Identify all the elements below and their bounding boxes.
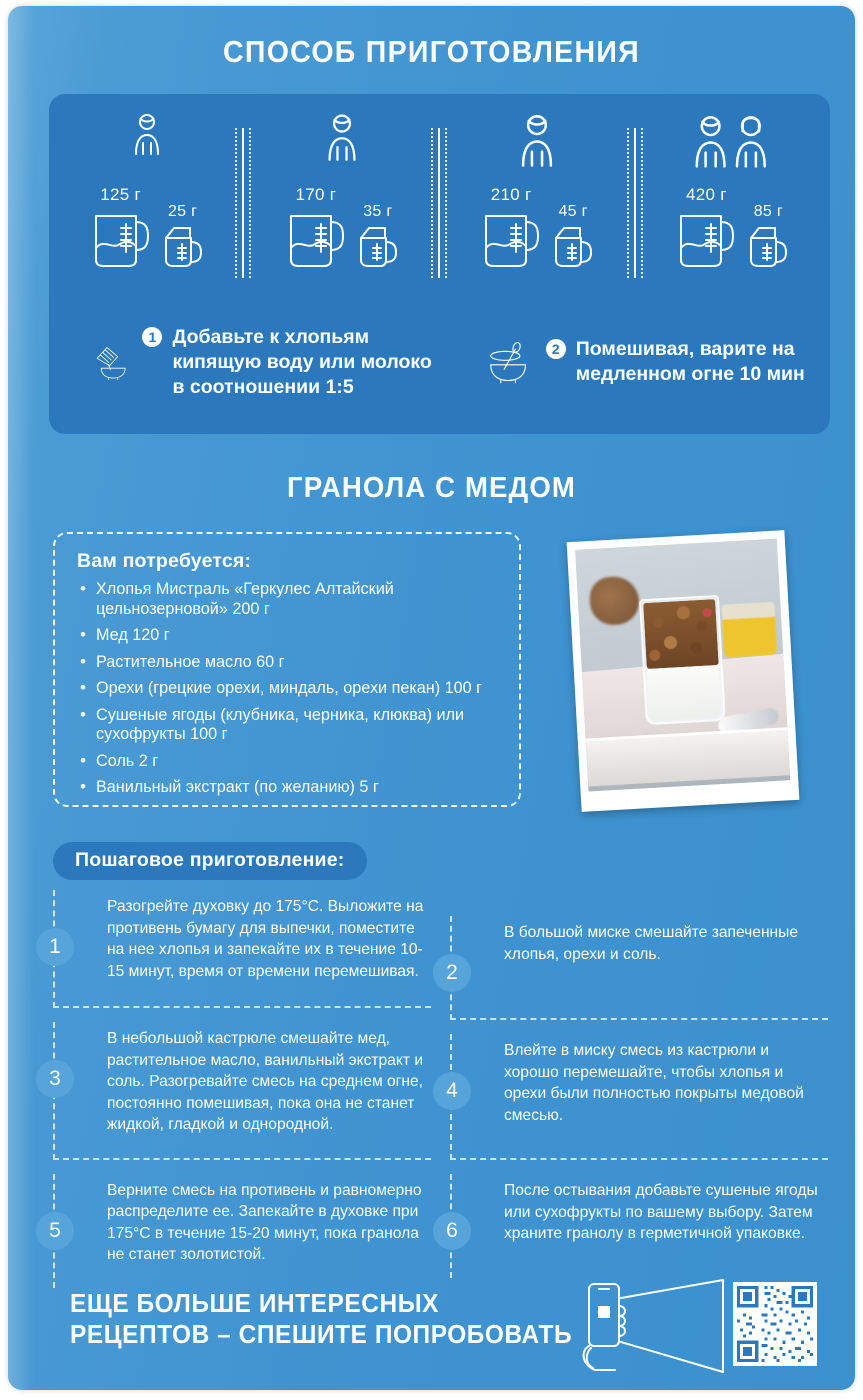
flakes-measure-2: 35 г: [355, 203, 401, 275]
page-title: СПОСОБ ПРИГОТОВЛЕНИЯ: [223, 34, 640, 69]
bowl-spoon-icon: [484, 319, 532, 405]
list-item: • Соль 2 г: [77, 752, 499, 772]
step-item: [446, 916, 828, 1020]
cooking-step-2-text: 2 Помешивая, варите на медленном огне 10 мин: [546, 337, 830, 387]
person-single-icon: [322, 110, 362, 167]
list-item: • Растительное масло 60 г: [77, 653, 499, 673]
step-text: Верните смесь на противень и равномерно распределите ее. Запекайте в духовке при 175°C в течение 15-20 минут, пока гранола не станет золотистой.: [107, 1181, 422, 1263]
portion-3: [440, 94, 635, 289]
step-number-badge: 1: [142, 327, 162, 347]
step-number: 6: [433, 1212, 471, 1250]
steps-column-left: [49, 890, 431, 1302]
portion-separator-3: [627, 128, 645, 278]
portions-panel: [49, 94, 830, 434]
step-text: После остывания добавьте сушеные ягоды или сухофрукты по вашему выбору. Затем храните гранолу в герметичной упаковке.: [504, 1182, 818, 1242]
measuring-jug-icon: [478, 206, 544, 270]
recipe-photo: [567, 530, 800, 812]
portion-1-vessels: [88, 185, 206, 275]
measuring-jug-icon: [673, 206, 739, 270]
step-number-badge: 2: [546, 339, 566, 359]
recipe-title: ГРАНОЛА С МЕДОМ: [287, 472, 576, 504]
liquid-measure-2: 170 г: [283, 185, 349, 275]
flakes-measure-1: 25 г: [160, 203, 206, 275]
step-text: Разогрейте духовку до 175°C. Выложите на противень бумагу для выпечки, поместите на нее хлопья и запекайте их в течение 10-15 минут, время от времени перемешивая.: [107, 898, 424, 980]
hand-phone-scan-icon: [571, 1276, 751, 1380]
measuring-cup-icon: [355, 222, 401, 270]
granola-yogurt-photo: [575, 539, 790, 792]
measuring-cup-icon: [550, 222, 596, 270]
pouring-sachet-bowl-icon: [93, 319, 128, 405]
liquid-measure-4: 420 г: [673, 185, 739, 275]
liquid-measure-3: 210 г: [478, 185, 544, 275]
portion-separator-1: [235, 128, 253, 278]
person-single-icon: [514, 110, 560, 173]
liquid-measure-1: 125 г: [88, 185, 154, 275]
portion-2: [244, 94, 439, 289]
step-text: В небольшой кастрюле смешайте мед, растительное масло, ванильный экстракт и соль. Разогревайте смесь на среднем огне, постоянно помешивая, пока она не станет жидкой, гладкой и однородной.: [107, 1030, 424, 1133]
step-item: [49, 890, 431, 1008]
list-item: • Хлопья Мистраль «Геркулес Алтайский цельнозерновой» 200 г: [77, 580, 499, 619]
list-item: • Ванильный экстракт (по желанию) 5 г: [77, 778, 499, 798]
portion-3-vessels: [478, 185, 596, 275]
person-couple-icon: [688, 110, 776, 175]
steps-column-right: [446, 890, 828, 1292]
flakes-measure-3: 45 г: [550, 203, 596, 275]
measuring-cup-icon: [160, 222, 206, 270]
flakes-measure-4: 85 г: [745, 203, 791, 275]
step-number: 5: [36, 1212, 74, 1250]
portion-4-vessels: [673, 185, 791, 275]
step-text: Влейте в миску смесь из кастрюли и хорошо перемешайте, чтобы хлопья и орехи были полностью покрыты медовой смесью.: [504, 1042, 804, 1124]
cooking-step-1-text: 1 Добавьте к хлопьям кипящую воду или молоко в соотношении 1:5: [142, 325, 439, 400]
photo-frame: [567, 530, 800, 812]
cooking-step-1: [49, 290, 440, 434]
measuring-cup-icon: [745, 222, 791, 270]
measuring-jug-icon: [283, 206, 349, 270]
blue-card: [8, 6, 855, 1390]
step-number: 2: [433, 954, 471, 992]
step-item: [446, 1034, 828, 1160]
list-item: • Мед 120 г: [77, 626, 499, 646]
qr-code-icon[interactable]: [733, 1282, 817, 1366]
step-item: [446, 1174, 828, 1278]
step-number: 1: [36, 928, 74, 966]
footer: [8, 1264, 855, 1390]
scan-graphic: [571, 1272, 831, 1380]
measuring-jug-icon: [88, 206, 154, 270]
ingredients-heading: Вам потребуется:: [77, 550, 252, 572]
step-item: [49, 1022, 431, 1160]
portion-separator-2: [431, 128, 449, 278]
step-number: 4: [433, 1072, 471, 1110]
footer-line-1: ЕЩЕ БОЛЬШЕ ИНТЕРЕСНЫХ: [70, 1288, 440, 1318]
portion-1: [49, 94, 244, 289]
portion-2-vessels: [283, 185, 401, 275]
steps-section-header: Пошаговое приготовление:: [53, 842, 367, 880]
ingredients-list: [77, 580, 499, 798]
portion-4: [635, 94, 830, 289]
cooking-step-2: [440, 290, 831, 434]
step-number: 3: [36, 1060, 74, 1098]
list-item: • Сушеные ягоды (клубника, черника, клюква) или сухофрукты 100 г: [77, 706, 499, 745]
step-text: В большой миске смешайте запеченные хлопья, орехи и соль.: [504, 924, 799, 963]
ingredients-box: [53, 532, 521, 807]
footer-cta-text: [70, 1288, 572, 1350]
list-item: • Орехи (грецкие орехи, миндаль, орехи пекан) 100 г: [77, 679, 499, 699]
footer-line-2: РЕЦЕПТОВ – СПЕШИТЕ ПОПРОБОВАТЬ: [70, 1319, 573, 1349]
person-single-icon: [130, 110, 164, 161]
cooking-steps: [49, 290, 830, 434]
